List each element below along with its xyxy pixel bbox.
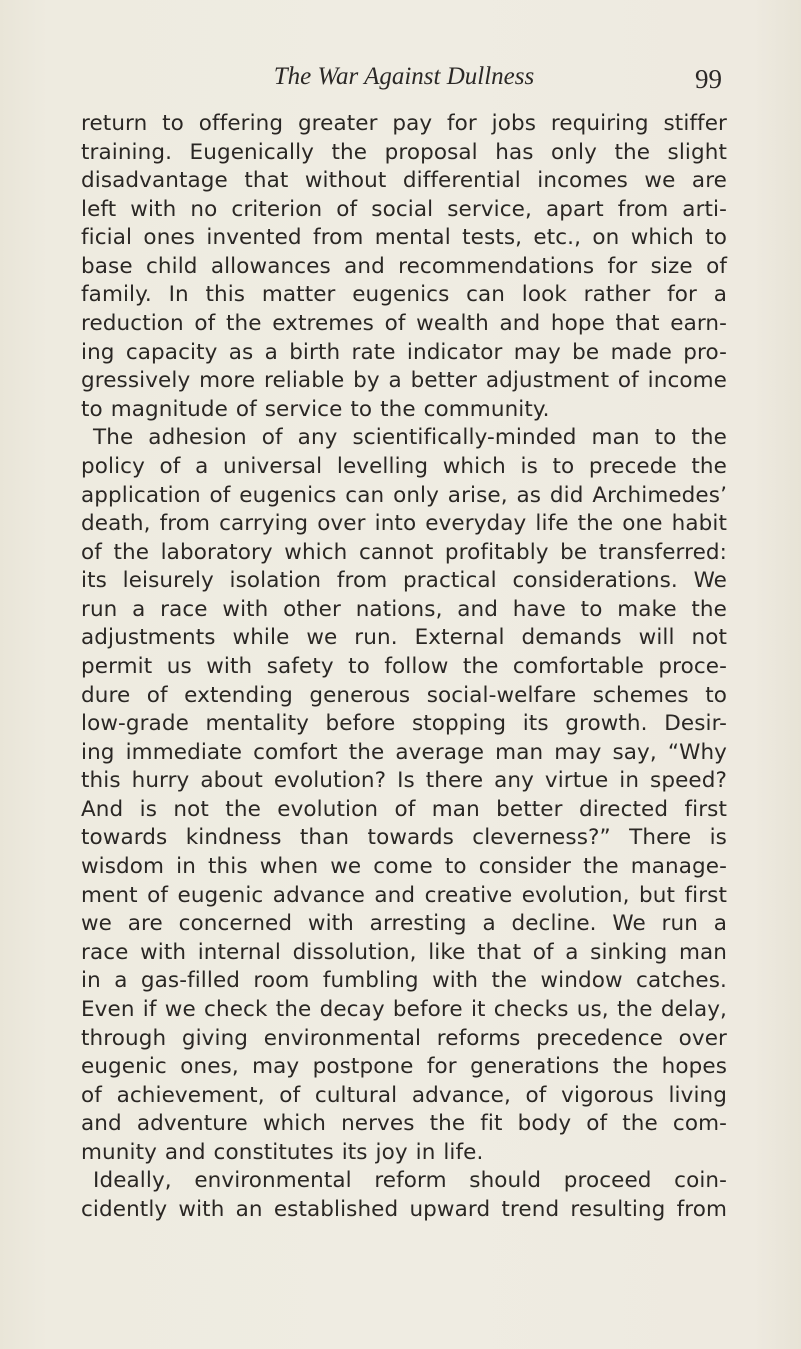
text-line: and adventure which nerves the fit body of the com- [81, 1111, 727, 1137]
text-line: left with no criterion of social service, apart from arti- [81, 196, 727, 222]
text-line: towards kindness than towards cleverness?” There is [81, 825, 727, 851]
text-line: race with internal dissolution, like that of a sinking man [81, 939, 727, 965]
text-line: ment of eugenic advance and creative evolution, but first [81, 882, 727, 908]
text-line: dure of extending generous social-welfare schemes to [81, 682, 727, 708]
page-header [80, 62, 728, 96]
text-line: in a gas-filled room fumbling with the window catches. [81, 968, 727, 994]
text-line: And is not the evolution of man better directed first [81, 796, 727, 822]
text-line: permit us with safety to follow the comfortable proce- [81, 653, 727, 679]
text-line: wisdom in this when we come to consider the manage- [81, 854, 727, 880]
text-line: return to offering greater pay for jobs requiring stiffer [81, 111, 727, 136]
text-line: application of eugenics can only arise, as did Archimedes’ [81, 482, 727, 508]
text-line: of achievement, of cultural advance, of vigorous living [81, 1082, 727, 1108]
text-line: low-grade mentality before stopping its growth. Desir- [81, 711, 727, 737]
text-line: munity and constitutes its joy in life. [81, 1139, 484, 1165]
text-line: we are concerned with arresting a decline. We run a [81, 911, 727, 937]
text-line: eugenic ones, may postpone for generations the hopes [81, 1054, 727, 1080]
text-line: adjustments while we run. External demands will not [81, 625, 727, 651]
text-line: disadvantage that without differential incomes we are [81, 168, 727, 194]
text-line: training. Eugenically the proposal has only the slight [81, 139, 727, 165]
running-title: The War Against Dullness [273, 63, 535, 90]
text-line: this hurry about evolution? Is there any virtue in speed? [81, 768, 727, 794]
text-line: death, from carrying over into everyday life the one habit [81, 511, 727, 537]
text-line: gressively more reliable by a better adjustment of income [81, 368, 727, 394]
text-line: policy of a universal levelling which is to precede the [81, 453, 727, 479]
text-line: reduction of the extremes of wealth and hope that earn- [81, 311, 727, 337]
body-text [81, 110, 727, 1225]
text-line: run a race with other nations, and have to make the [81, 596, 727, 622]
paragraph-start-line: Ideally, environmental reform should proceed coin- [93, 1168, 727, 1194]
text-line: its leisurely isolation from practical considerations. We [81, 568, 727, 594]
paragraph-start-line: The adhesion of any scientifically-minded man to the [93, 425, 727, 451]
text-line: cidently with an established upward trend resulting from [81, 1196, 727, 1222]
text-line: Even if we check the decay before it checks us, the delay, [81, 996, 727, 1022]
text-line: to magnitude of service to the community. [81, 396, 550, 422]
text-line: ing capacity as a birth rate indicator may be made pro- [81, 339, 727, 365]
text-line: through giving environmental reforms precedence over [81, 1025, 727, 1051]
text-line: ing immediate comfort the average man may say, “Why [81, 739, 727, 765]
text-line: family. In this matter eugenics can look rather for a [81, 282, 727, 308]
text-line: ficial ones invented from mental tests, etc., on which to [81, 225, 727, 251]
text-line: base child allowances and recommendations for size of [81, 253, 727, 279]
page-number: 99 [695, 64, 722, 94]
text-line: of the laboratory which cannot profitably be transferred: [81, 539, 727, 565]
